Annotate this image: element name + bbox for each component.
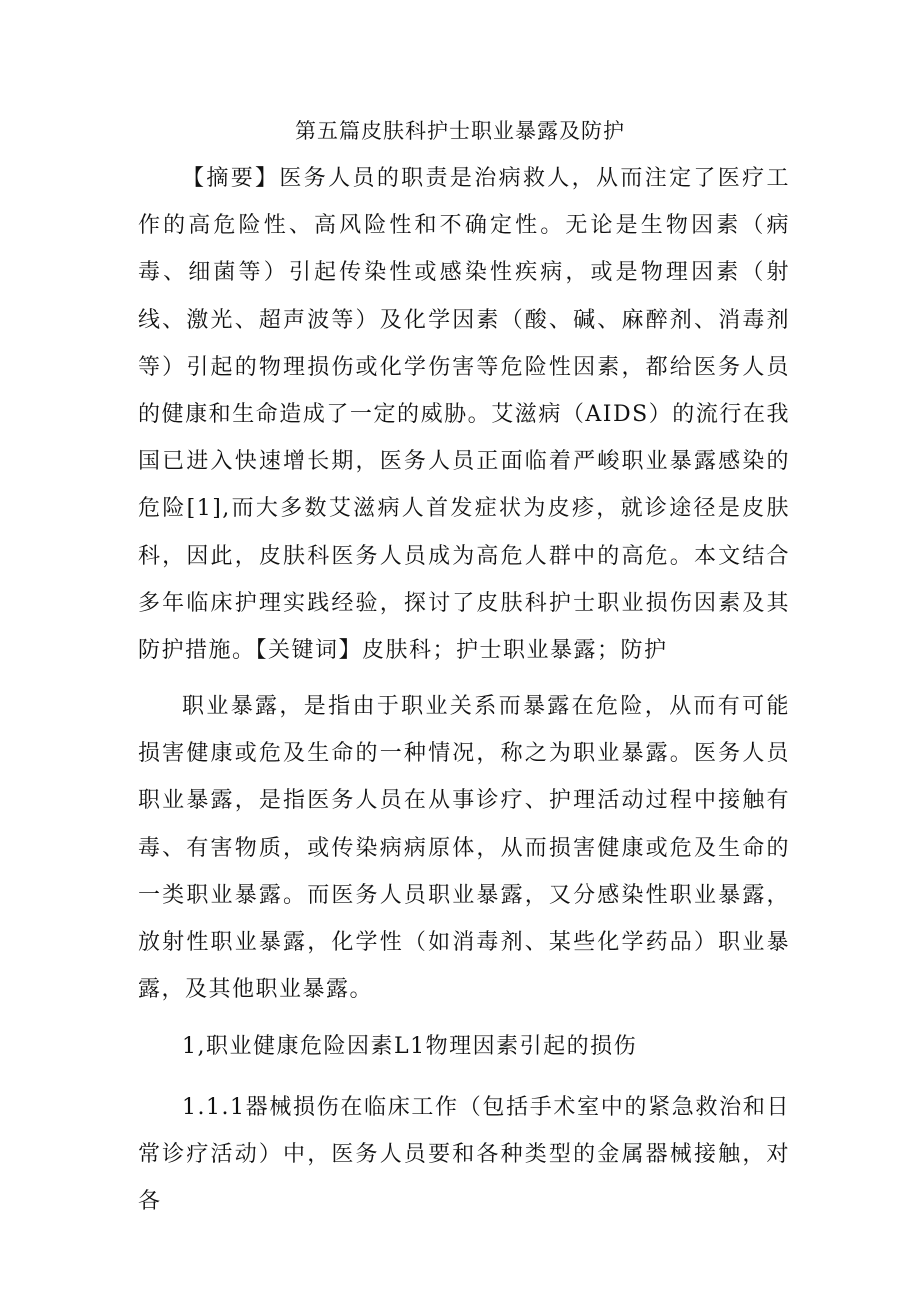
section-1-1-1-paragraph: 1.1.1器械损伤在临床工作（包括手术室中的紧急救治和日常诊疗活动）中，医务人员要和各种类型的金属器械接触，对各: [138, 1095, 790, 1215]
document-title: 第五篇皮肤科护士职业暴露及防护: [295, 119, 625, 143]
definition-paragraph: 职业暴露，是指由于职业关系而暴露在危险，从而有可能损害健康或危及生命的一种情况，称之为职业暴露。医务人员职业暴露，是指医务人员在从事诊疗、护理活动过程中接触有毒、有害物质，或传染病病原体，从而损害健康或危及生命的一类职业暴露。而医务人员职业暴露，又分感染性职业暴露，放射性职业暴露，化学性（如消毒剂、某些化学药品）职业暴露，及其他职业暴露。: [138, 694, 790, 1003]
abstract-paragraph: 【摘要】医务人员的职责是治病救人，从而注定了医疗工作的高危险性、高风险性和不确定性。无论是生物因素（病毒、细菌等）引起传染性或感染性疾病，或是物理因素（射线、激光、超声波等）及化学因素（酸、碱、麻醉剂、消毒剂等）引起的物理损伤或化学伤害等危险性因素，都给医务人员的健康和生命造成了一定的威胁。艾滋病（AIDS）的流行在我国已进入快速增长期，医务人员正面临着严峻职业暴露感染的危险[1],而大多数艾滋病人首发症状为皮疹，就诊途径是皮肤科，因此，皮肤科医务人员成为高危人群中的高危。本文结合多年临床护理实践经验，探讨了皮肤科护士职业损伤因素及其防护措施。【关键词】皮肤科；护士职业暴露；防护: [138, 166, 790, 664]
section-heading-1: 1,职业健康危险因素L1物理因素引起的损伤: [182, 1034, 638, 1059]
